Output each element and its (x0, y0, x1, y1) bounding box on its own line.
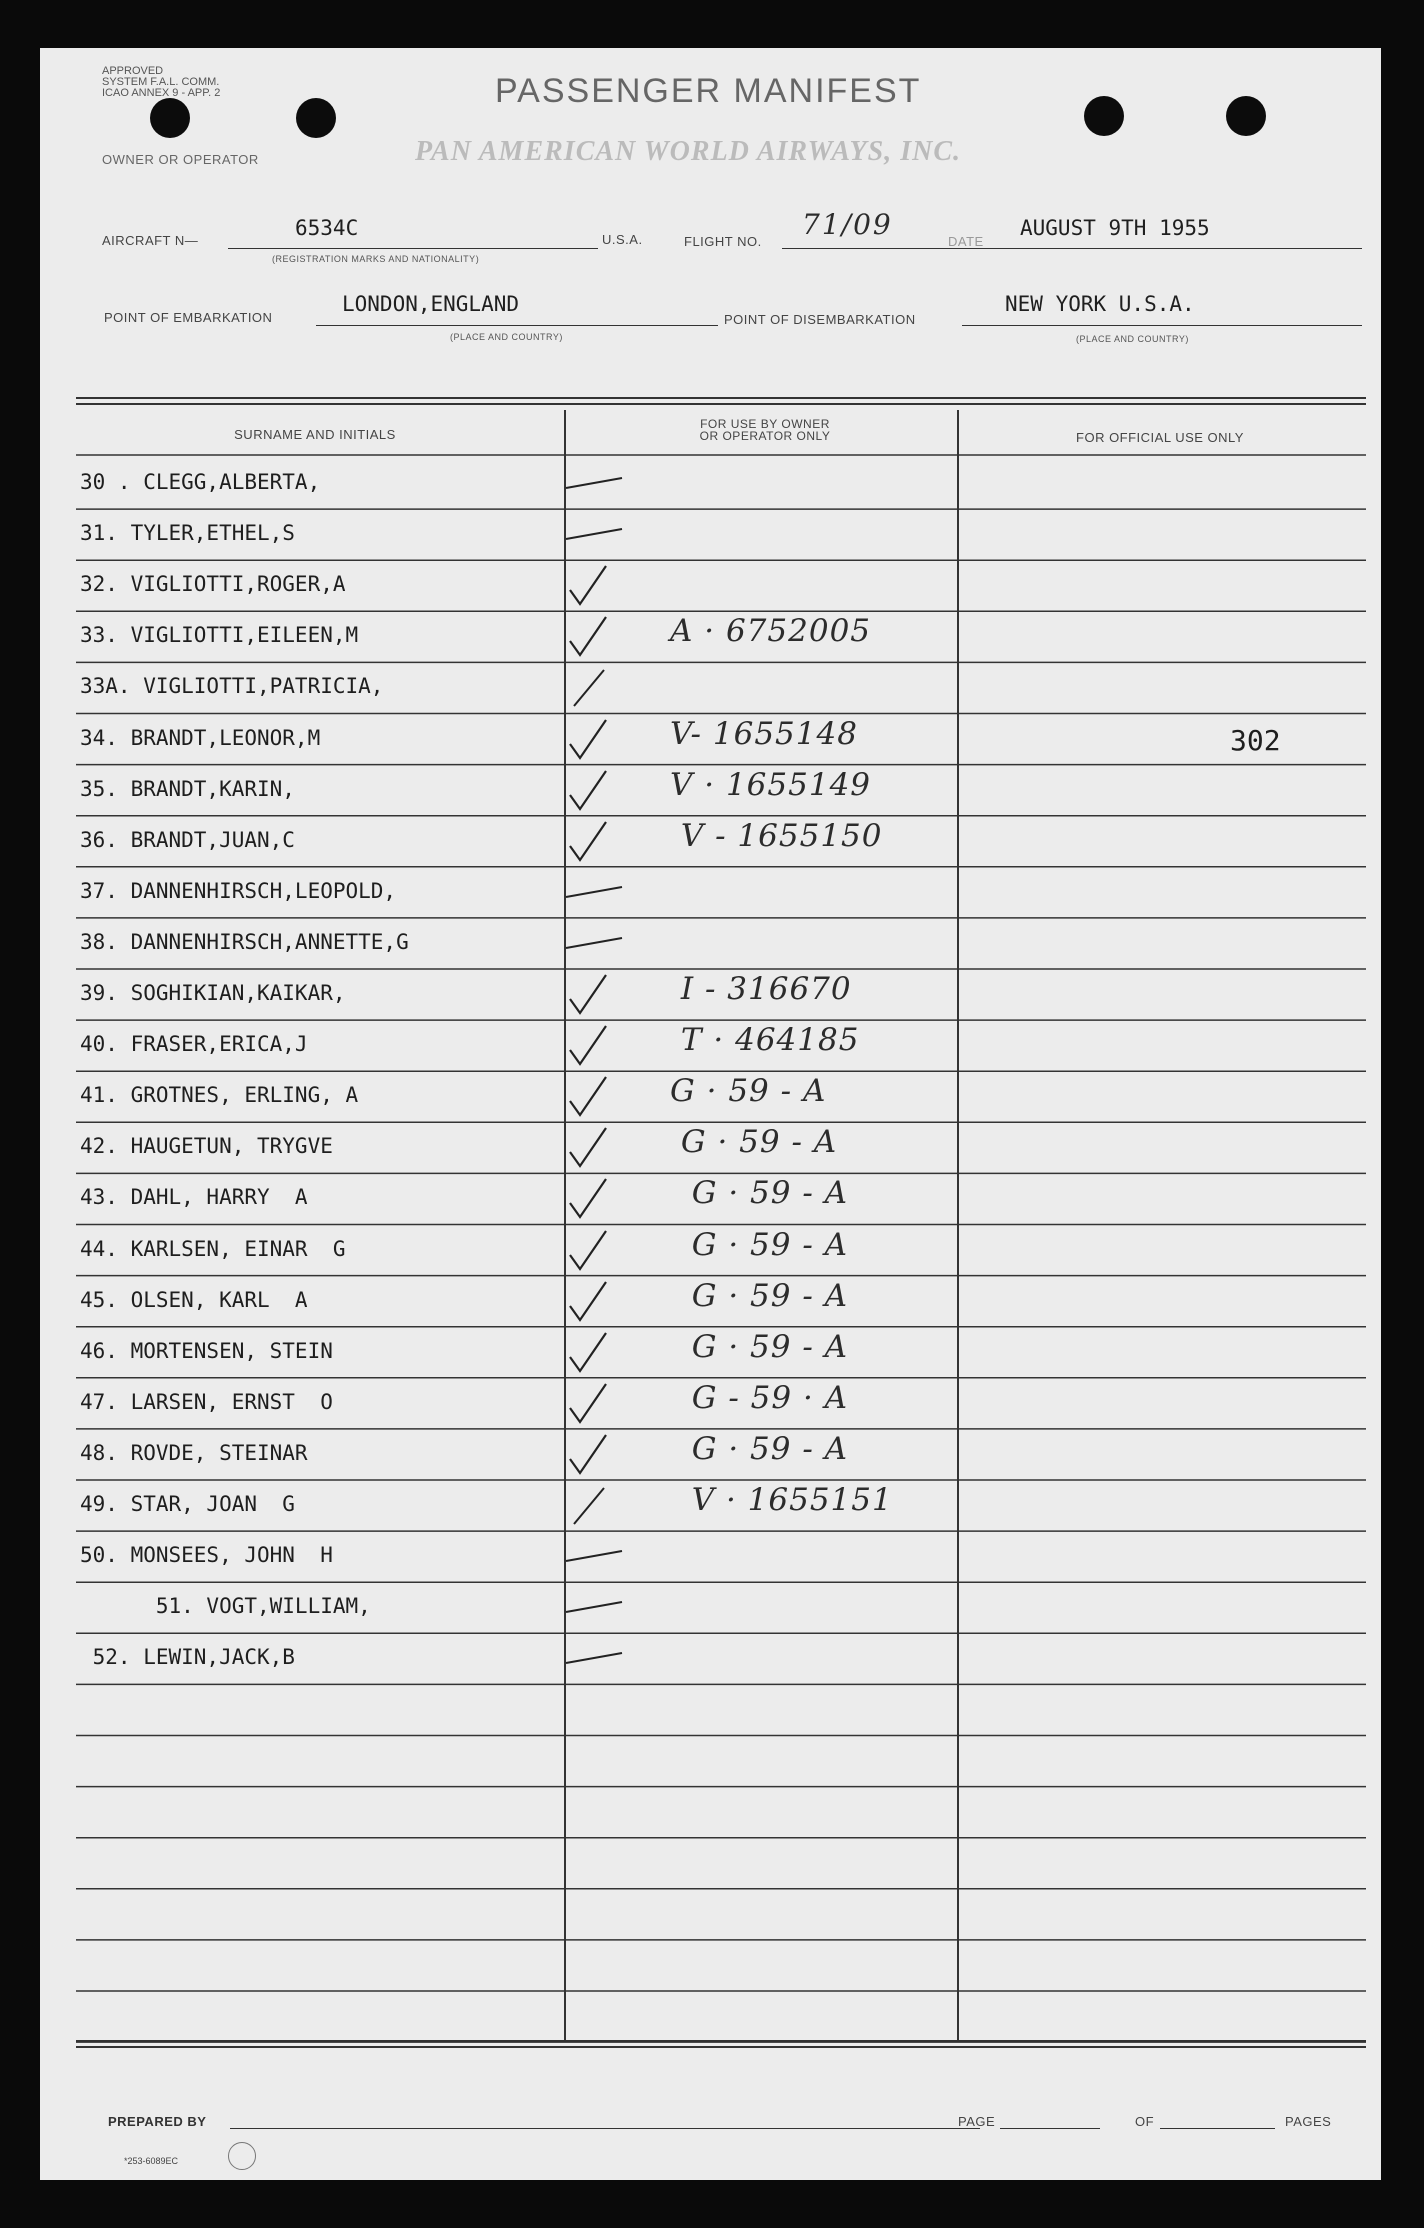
check-mark-icon (560, 509, 630, 560)
check-mark-icon (560, 1225, 630, 1276)
registration-note: (REGISTRATION MARKS AND NATIONALITY) (272, 254, 480, 264)
check-mark-icon (560, 867, 630, 918)
passenger-name: 33. VIGLIOTTI,EILEEN,M (80, 623, 359, 648)
check-mark-icon (560, 662, 630, 713)
passport-number: G · 59 - A (670, 1226, 849, 1263)
passenger-row (80, 765, 1370, 816)
passenger-row (80, 560, 1370, 611)
passenger-name: 44. KARLSEN, EINAR G (80, 1236, 346, 1261)
passenger-name: 35. BRANDT,KARIN, (80, 776, 295, 801)
passenger-row (80, 1020, 1370, 1071)
passenger-row (80, 458, 1370, 509)
of-underline (1160, 2128, 1275, 2129)
passenger-name: 34. BRANDT,LEONOR,M (80, 725, 321, 750)
check-mark-icon (560, 1633, 630, 1684)
passport-number: A · 6752005 (670, 613, 872, 650)
check-mark-icon (560, 1480, 630, 1531)
passenger-row (80, 1480, 1370, 1531)
flight-label: FLIGHT NO. (684, 234, 762, 249)
passenger-name: 36. BRANDT,JUAN,C (80, 827, 295, 852)
passenger-row (80, 816, 1370, 867)
col-header-official-use: FOR OFFICIAL USE ONLY (1076, 430, 1244, 445)
disembark-label: POINT OF DISEMBARKATION (724, 312, 916, 327)
passenger-row (80, 867, 1370, 918)
passenger-row (80, 1378, 1370, 1429)
check-mark-icon (560, 1071, 630, 1122)
passenger-row (80, 662, 1370, 713)
page-label: PAGE (958, 2114, 996, 2129)
check-mark-icon (560, 560, 630, 611)
check-mark-icon (560, 611, 630, 662)
printer-seal (228, 2142, 256, 2170)
passenger-name: 51. VOGT,WILLIAM, (80, 1594, 371, 1619)
passport-number: V- 1655148 (670, 715, 858, 752)
passenger-row (80, 1327, 1370, 1378)
passenger-name: 41. GROTNES, ERLING, A (80, 1083, 359, 1108)
passenger-name: 50. MONSEES, JOHN H (80, 1543, 333, 1568)
of-label: OF (1135, 2114, 1155, 2129)
passport-number: G · 59 - A (670, 1277, 849, 1314)
check-mark-icon (560, 714, 630, 765)
passenger-name: 33A. VIGLIOTTI,PATRICIA, (80, 674, 384, 699)
passenger-name: 46. MORTENSEN, STEIN (80, 1338, 333, 1363)
check-mark-icon (560, 1582, 630, 1633)
passport-number: G · 59 - A (670, 1124, 838, 1161)
embark-place-note: (PLACE AND COUNTRY) (450, 332, 563, 342)
date-label: DATE (948, 234, 984, 249)
passenger-row (80, 1173, 1370, 1224)
passenger-name: 37. DANNENHIRSCH,LEOPOLD, (80, 878, 397, 903)
passenger-row (80, 611, 1370, 662)
passport-number: T · 464185 (670, 1022, 860, 1059)
passenger-name: 47. LARSEN, ERNST O (80, 1389, 333, 1414)
embark-value: LONDON,ENGLAND (342, 292, 520, 316)
passenger-name: 39. SOGHIKIAN,KAIKAR, (80, 981, 346, 1005)
official-note: 302 (1230, 723, 1281, 757)
prepared-underline (230, 2128, 980, 2129)
passport-number: G · 59 - A (670, 1328, 849, 1365)
pages-label: PAGES (1285, 2114, 1332, 2129)
passenger-name: 42. HAUGETUN, TRYGVE (80, 1134, 333, 1159)
passenger-row (80, 1531, 1370, 1582)
passenger-name: 49. STAR, JOAN G (80, 1492, 295, 1516)
disembark-place-note: (PLACE AND COUNTRY) (1076, 334, 1189, 344)
form-title: PASSENGER MANIFEST (495, 72, 922, 110)
passenger-name: 32. VIGLIOTTI,ROGER,A (80, 572, 346, 597)
approval-note: APPROVED SYSTEM F.A.L. COMM. ICAO ANNEX 9 - APP. 2 (102, 65, 221, 99)
passenger-name: 30 . CLEGG,ALBERTA, (80, 470, 321, 494)
col-header-owner-use: FOR USE BY OWNER OR OPERATOR ONLY (699, 417, 831, 443)
check-mark-icon (560, 969, 630, 1020)
check-mark-icon (560, 1276, 630, 1327)
prepared-label: PREPARED BY (108, 2114, 207, 2129)
check-mark-icon (560, 816, 630, 867)
passenger-name: 40. FRASER,ERICA,J (80, 1032, 308, 1057)
passenger-row (80, 1633, 1370, 1684)
owner-label: OWNER OR OPERATOR (102, 152, 259, 167)
passenger-row (80, 1122, 1370, 1173)
passenger-row (80, 1071, 1370, 1122)
passport-number: V · 1655151 (670, 1482, 893, 1518)
page-underline (1000, 2128, 1100, 2129)
passenger-name: 52. LEWIN,JACK,B (80, 1645, 295, 1670)
col-header-surname: SURNAME AND INITIALS (234, 427, 396, 442)
form-number: *253-6089EC (124, 2156, 179, 2166)
check-mark-icon (560, 1327, 630, 1378)
passenger-name: 45. OLSEN, KARL A (80, 1287, 308, 1312)
passenger-name: 43. DAHL, HARRY A (80, 1185, 308, 1210)
passenger-row (80, 1582, 1370, 1633)
passenger-name: 38. DANNENHIRSCH,ANNETTE,G (80, 929, 409, 954)
passport-number: G · 59 - A (670, 1175, 849, 1212)
passport-number: V · 1655149 (670, 766, 872, 803)
check-mark-icon (560, 918, 630, 969)
date-value: AUGUST 9TH 1955 (1020, 216, 1210, 240)
passenger-row (80, 1276, 1370, 1327)
passenger-row (80, 969, 1370, 1020)
passenger-row (80, 918, 1370, 969)
check-mark-icon (560, 765, 630, 816)
passport-number: G - 59 · A (670, 1379, 849, 1416)
check-mark-icon (560, 1378, 630, 1429)
passenger-row (80, 714, 1370, 765)
check-mark-icon (560, 1173, 630, 1224)
passenger-row (80, 509, 1370, 560)
operator-stamp: PAN AMERICAN WORLD AIRWAYS, INC. (415, 136, 962, 167)
passenger-row (80, 1225, 1370, 1276)
passenger-name: 31. TYLER,ETHEL,S (80, 521, 295, 546)
embark-label: POINT OF EMBARKATION (104, 310, 273, 325)
passenger-name: 48. ROVDE, STEINAR (80, 1440, 308, 1465)
check-mark-icon (560, 458, 630, 509)
disembark-value: NEW YORK U.S.A. (1005, 292, 1195, 316)
check-mark-icon (560, 1429, 630, 1480)
check-mark-icon (560, 1531, 630, 1582)
passport-number: G · 59 - A (670, 1430, 849, 1467)
passenger-row (80, 1429, 1370, 1480)
aircraft-value: 6534C (295, 216, 359, 240)
nationality-label: U.S.A. (602, 232, 643, 247)
passport-number: I - 316670 (670, 971, 852, 1007)
check-mark-icon (560, 1122, 630, 1173)
flight-value: 71/09 (802, 208, 893, 241)
passport-number: V - 1655150 (670, 817, 883, 854)
passport-number: G · 59 - A (670, 1073, 827, 1110)
aircraft-label: AIRCRAFT N— (102, 233, 199, 248)
check-mark-icon (560, 1020, 630, 1071)
manifest-sheet (40, 48, 1381, 2180)
